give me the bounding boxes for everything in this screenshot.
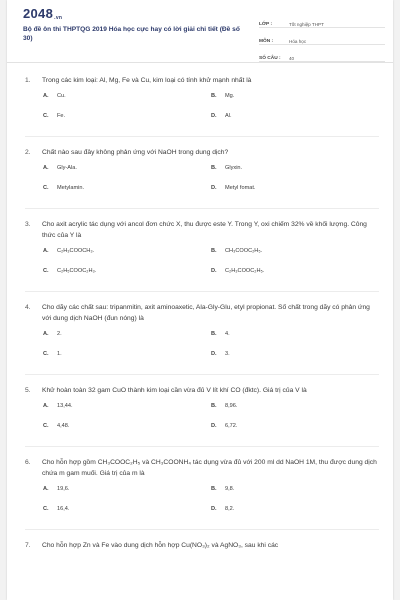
option-b[interactable] [211, 324, 379, 344]
question-divider [25, 436, 379, 447]
option-text: 8,96. [225, 403, 238, 409]
option-text: 4. [225, 331, 230, 337]
question-text: Chất nào sau đây không phản ứng với NaOH trong dung dịch? [42, 149, 229, 156]
option-letter: A. [43, 403, 49, 409]
option-letter: A. [43, 93, 49, 99]
option-letter: A. [43, 165, 49, 171]
meta-row-class [259, 14, 385, 28]
option-c[interactable] [43, 416, 211, 436]
question-text: Cho hỗn hợp Zn và Fe vào dung dịch hỗn hợp Cu(NO₃)₂ và AgNO₃, sau khi các [42, 542, 279, 549]
option-letter: B. [211, 486, 217, 492]
question-divider [25, 198, 379, 209]
option-letter: B. [211, 331, 217, 337]
option-letter: C. [43, 113, 49, 119]
option-d[interactable] [211, 416, 379, 436]
option-text: Al. [225, 113, 232, 119]
option-b[interactable] [211, 396, 379, 416]
option-d[interactable] [211, 344, 379, 364]
option-text: Mg. [225, 93, 235, 99]
option-letter: B. [211, 248, 217, 254]
meta-label: SỐ CÂU : [259, 56, 281, 61]
option-letter: C. [43, 423, 49, 429]
question-text: Trong các kim loại: Al, Mg, Fe và Cu, kim loại có tính khử mạnh nhất là [42, 77, 252, 84]
question-divider [25, 519, 379, 530]
answer-options [43, 479, 379, 519]
option-text: C₂H₅COOC₂H₃. [57, 268, 97, 274]
option-b[interactable] [211, 241, 379, 261]
option-text: 16,4. [57, 506, 70, 512]
question-number: 6. [25, 459, 31, 466]
question-number: 1. [25, 77, 31, 84]
answer-options [43, 241, 379, 281]
question-divider [25, 281, 379, 292]
option-text: Cu. [57, 93, 66, 99]
option-text: Glyxin. [225, 165, 243, 171]
option-c[interactable] [43, 344, 211, 364]
question-list [7, 63, 393, 551]
site-logo[interactable] [23, 6, 62, 21]
answer-options [43, 396, 379, 436]
question-2 [25, 147, 379, 209]
option-text: 6,72. [225, 423, 238, 429]
option-letter: C. [43, 506, 49, 512]
option-letter: A. [43, 331, 49, 337]
option-letter: A. [43, 486, 49, 492]
question-number: 7. [25, 542, 31, 549]
option-letter: B. [211, 403, 217, 409]
option-text: 2. [57, 331, 62, 337]
option-text: 8,2. [225, 506, 235, 512]
question-7 [25, 540, 379, 551]
question-1 [25, 75, 379, 137]
option-letter: B. [211, 165, 217, 171]
question-4 [25, 302, 379, 375]
meta-label: LỚP : [259, 22, 273, 27]
option-b[interactable] [211, 158, 379, 178]
option-text: Fe. [57, 113, 66, 119]
option-d[interactable] [211, 178, 379, 198]
exam-title: Bộ đề ôn thi THPTQG 2019 Hóa học cực hay có lời giải chi tiết (Đề số 30) [23, 26, 240, 42]
question-number: 4. [25, 304, 31, 311]
option-text: 13,44. [57, 403, 73, 409]
option-letter: D. [211, 506, 217, 512]
option-text: Gly-Ala. [57, 165, 77, 171]
option-a[interactable] [43, 241, 211, 261]
option-c[interactable] [43, 106, 211, 126]
option-b[interactable] [211, 479, 379, 499]
question-divider [25, 364, 379, 375]
exam-page [7, 0, 393, 600]
option-a[interactable] [43, 396, 211, 416]
option-text: C₂H₃COOCH₃. [57, 248, 95, 254]
meta-label: MÔN : [259, 39, 274, 44]
question-text: Cho dãy các chất sau: tripanmitin, axit aminoaxetic, Ala-Gly-Glu, etyl propionat. Số chất trong dãy có phản ứng với dung dịch NaOH (đun nóng) là [42, 304, 370, 322]
meta-value: Hóa học [289, 39, 307, 44]
option-a[interactable] [43, 479, 211, 499]
question-number: 5. [25, 387, 31, 394]
question-text: Cho axit acrylic tác dụng với ancol đơn chức X, thu được este Y. Trong Y, oxi chiếm 32% về khối lượng. Công thức của Y là [42, 221, 367, 239]
option-letter: D. [211, 113, 217, 119]
page-header [7, 0, 393, 63]
option-a[interactable] [43, 86, 211, 106]
option-text: 3. [225, 351, 230, 357]
option-d[interactable] [211, 261, 379, 281]
option-letter: D. [211, 185, 217, 191]
logo-sub: .vn [54, 15, 63, 21]
question-3 [25, 219, 379, 292]
option-text: CH₃COOC₂H₅. [225, 248, 263, 254]
option-c[interactable] [43, 178, 211, 198]
option-letter: C. [43, 268, 49, 274]
question-number: 2. [25, 149, 31, 156]
answer-options [43, 86, 379, 126]
exam-meta [259, 14, 385, 65]
option-a[interactable] [43, 324, 211, 344]
option-letter: D. [211, 351, 217, 357]
question-divider [25, 126, 379, 137]
option-a[interactable] [43, 158, 211, 178]
option-letter: C. [43, 351, 49, 357]
meta-row-subject [259, 31, 385, 45]
question-number: 3. [25, 221, 31, 228]
option-letter: D. [211, 268, 217, 274]
question-5 [25, 385, 379, 447]
option-d[interactable] [211, 106, 379, 126]
meta-value: 40 [289, 56, 295, 61]
answer-options [43, 324, 379, 364]
question-text: Cho hỗn hợp gồm CH₃COOC₂H₅ và CH₃COONH₄ tác dụng vừa đủ với 200 ml dd NaOH 1M, thu được dung dịch chứa m gam muối. Giá trị của m là [42, 459, 377, 477]
option-b[interactable] [211, 86, 379, 106]
option-c[interactable] [43, 499, 211, 519]
option-letter: B. [211, 93, 217, 99]
answer-options [43, 158, 379, 198]
question-6 [25, 457, 379, 530]
option-text: C₂H₃COOC₂H₅. [225, 268, 265, 274]
option-text: Metylamin. [57, 185, 85, 191]
option-letter: C. [43, 185, 49, 191]
option-d[interactable] [211, 499, 379, 519]
option-letter: D. [211, 423, 217, 429]
option-letter: A. [43, 248, 49, 254]
option-text: Metyl fomat. [225, 185, 256, 191]
meta-row-count [259, 48, 385, 62]
option-c[interactable] [43, 261, 211, 281]
meta-value: Tốt nghiệp THPT [289, 22, 324, 27]
option-text: 9,8. [225, 486, 235, 492]
option-text: 1. [57, 351, 62, 357]
option-text: 4,48. [57, 423, 70, 429]
question-text: Khử hoàn toàn 32 gam CuO thành kim loại cần vừa đủ V lít khí CO (đktc). Giá trị của V là [42, 387, 307, 394]
logo-main: 2048 [23, 6, 54, 21]
option-text: 19,6. [57, 486, 70, 492]
